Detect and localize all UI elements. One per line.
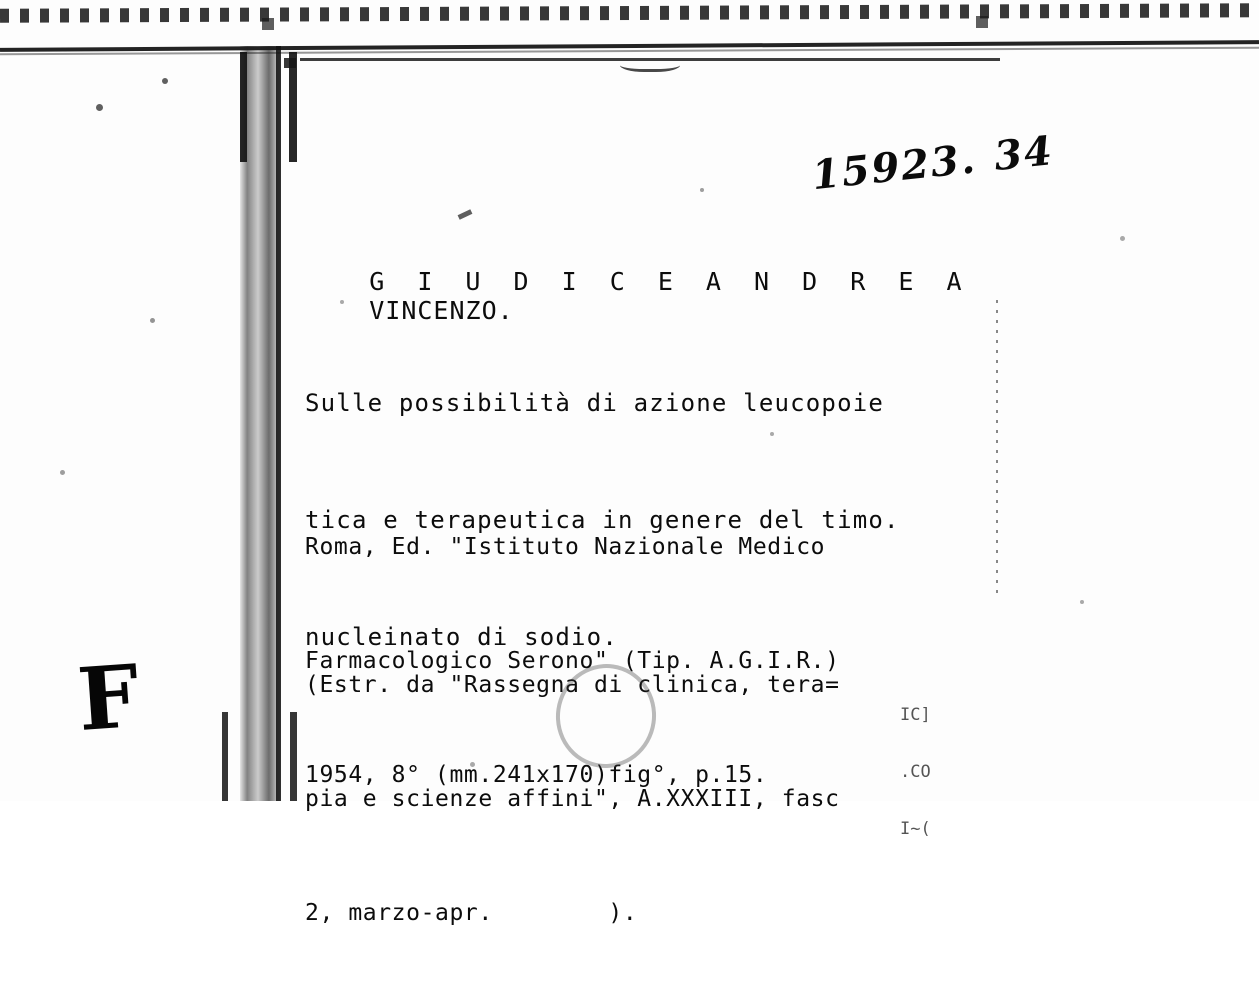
note-line: (Estr. da "Rassegna di clinica, tera= (305, 672, 840, 698)
card-note-block (305, 590, 840, 1008)
scan-speck (1080, 600, 1084, 604)
catalogue-number-main: 15923. (809, 135, 979, 200)
card-top-notch (620, 55, 680, 72)
author-firstname: VINCENZO. (369, 296, 514, 325)
note-line: pia e scienze affini", A.XXXIII, fasc (305, 786, 840, 812)
side-stamp-line: I~( (900, 819, 931, 839)
margin-letter-mark: F (74, 645, 143, 752)
side-stamp-line: .CO (900, 762, 931, 782)
title-line: tica e terapeutica in genere del timo. (305, 506, 900, 534)
binding-clip-bottom (222, 712, 297, 801)
right-margin-dotted-rule (996, 300, 998, 600)
imprint-line: 1954, 8° (mm.241x170)fig°, p.15. (305, 762, 768, 788)
scan-speck (150, 318, 155, 323)
scan-speck (700, 188, 704, 192)
scan-speck (162, 78, 168, 84)
binding-clip-top (240, 52, 297, 162)
imprint-line: Roma, Ed. "Istituto Nazionale Medico (305, 534, 826, 560)
ink-fleck (458, 209, 473, 219)
note-line: 2, marzo-apr. ). (305, 900, 638, 926)
scan-speck (60, 470, 65, 475)
scan-speck (96, 104, 103, 111)
handwritten-catalogue-number (741, 80, 1061, 252)
imprint-line: Farmacologico Serono" (Tip. A.G.I.R.) (305, 648, 840, 674)
catalogue-number-suffix: 34 (991, 127, 1057, 181)
side-stamp-numerals (900, 668, 941, 877)
card-top-perforation-edge (0, 3, 1259, 22)
title-line: Sulle possibilità di azione leucopoie (305, 389, 885, 417)
author-surname: G I U D I C E A N D R E A (369, 267, 971, 296)
ink-fleck (262, 18, 274, 30)
title-line: nucleinato di sodio. (305, 623, 618, 651)
scan-speck (1120, 236, 1125, 241)
ink-fleck (976, 16, 988, 28)
gutter-tick-mark (284, 58, 296, 68)
side-stamp-line: IC] (900, 705, 931, 725)
